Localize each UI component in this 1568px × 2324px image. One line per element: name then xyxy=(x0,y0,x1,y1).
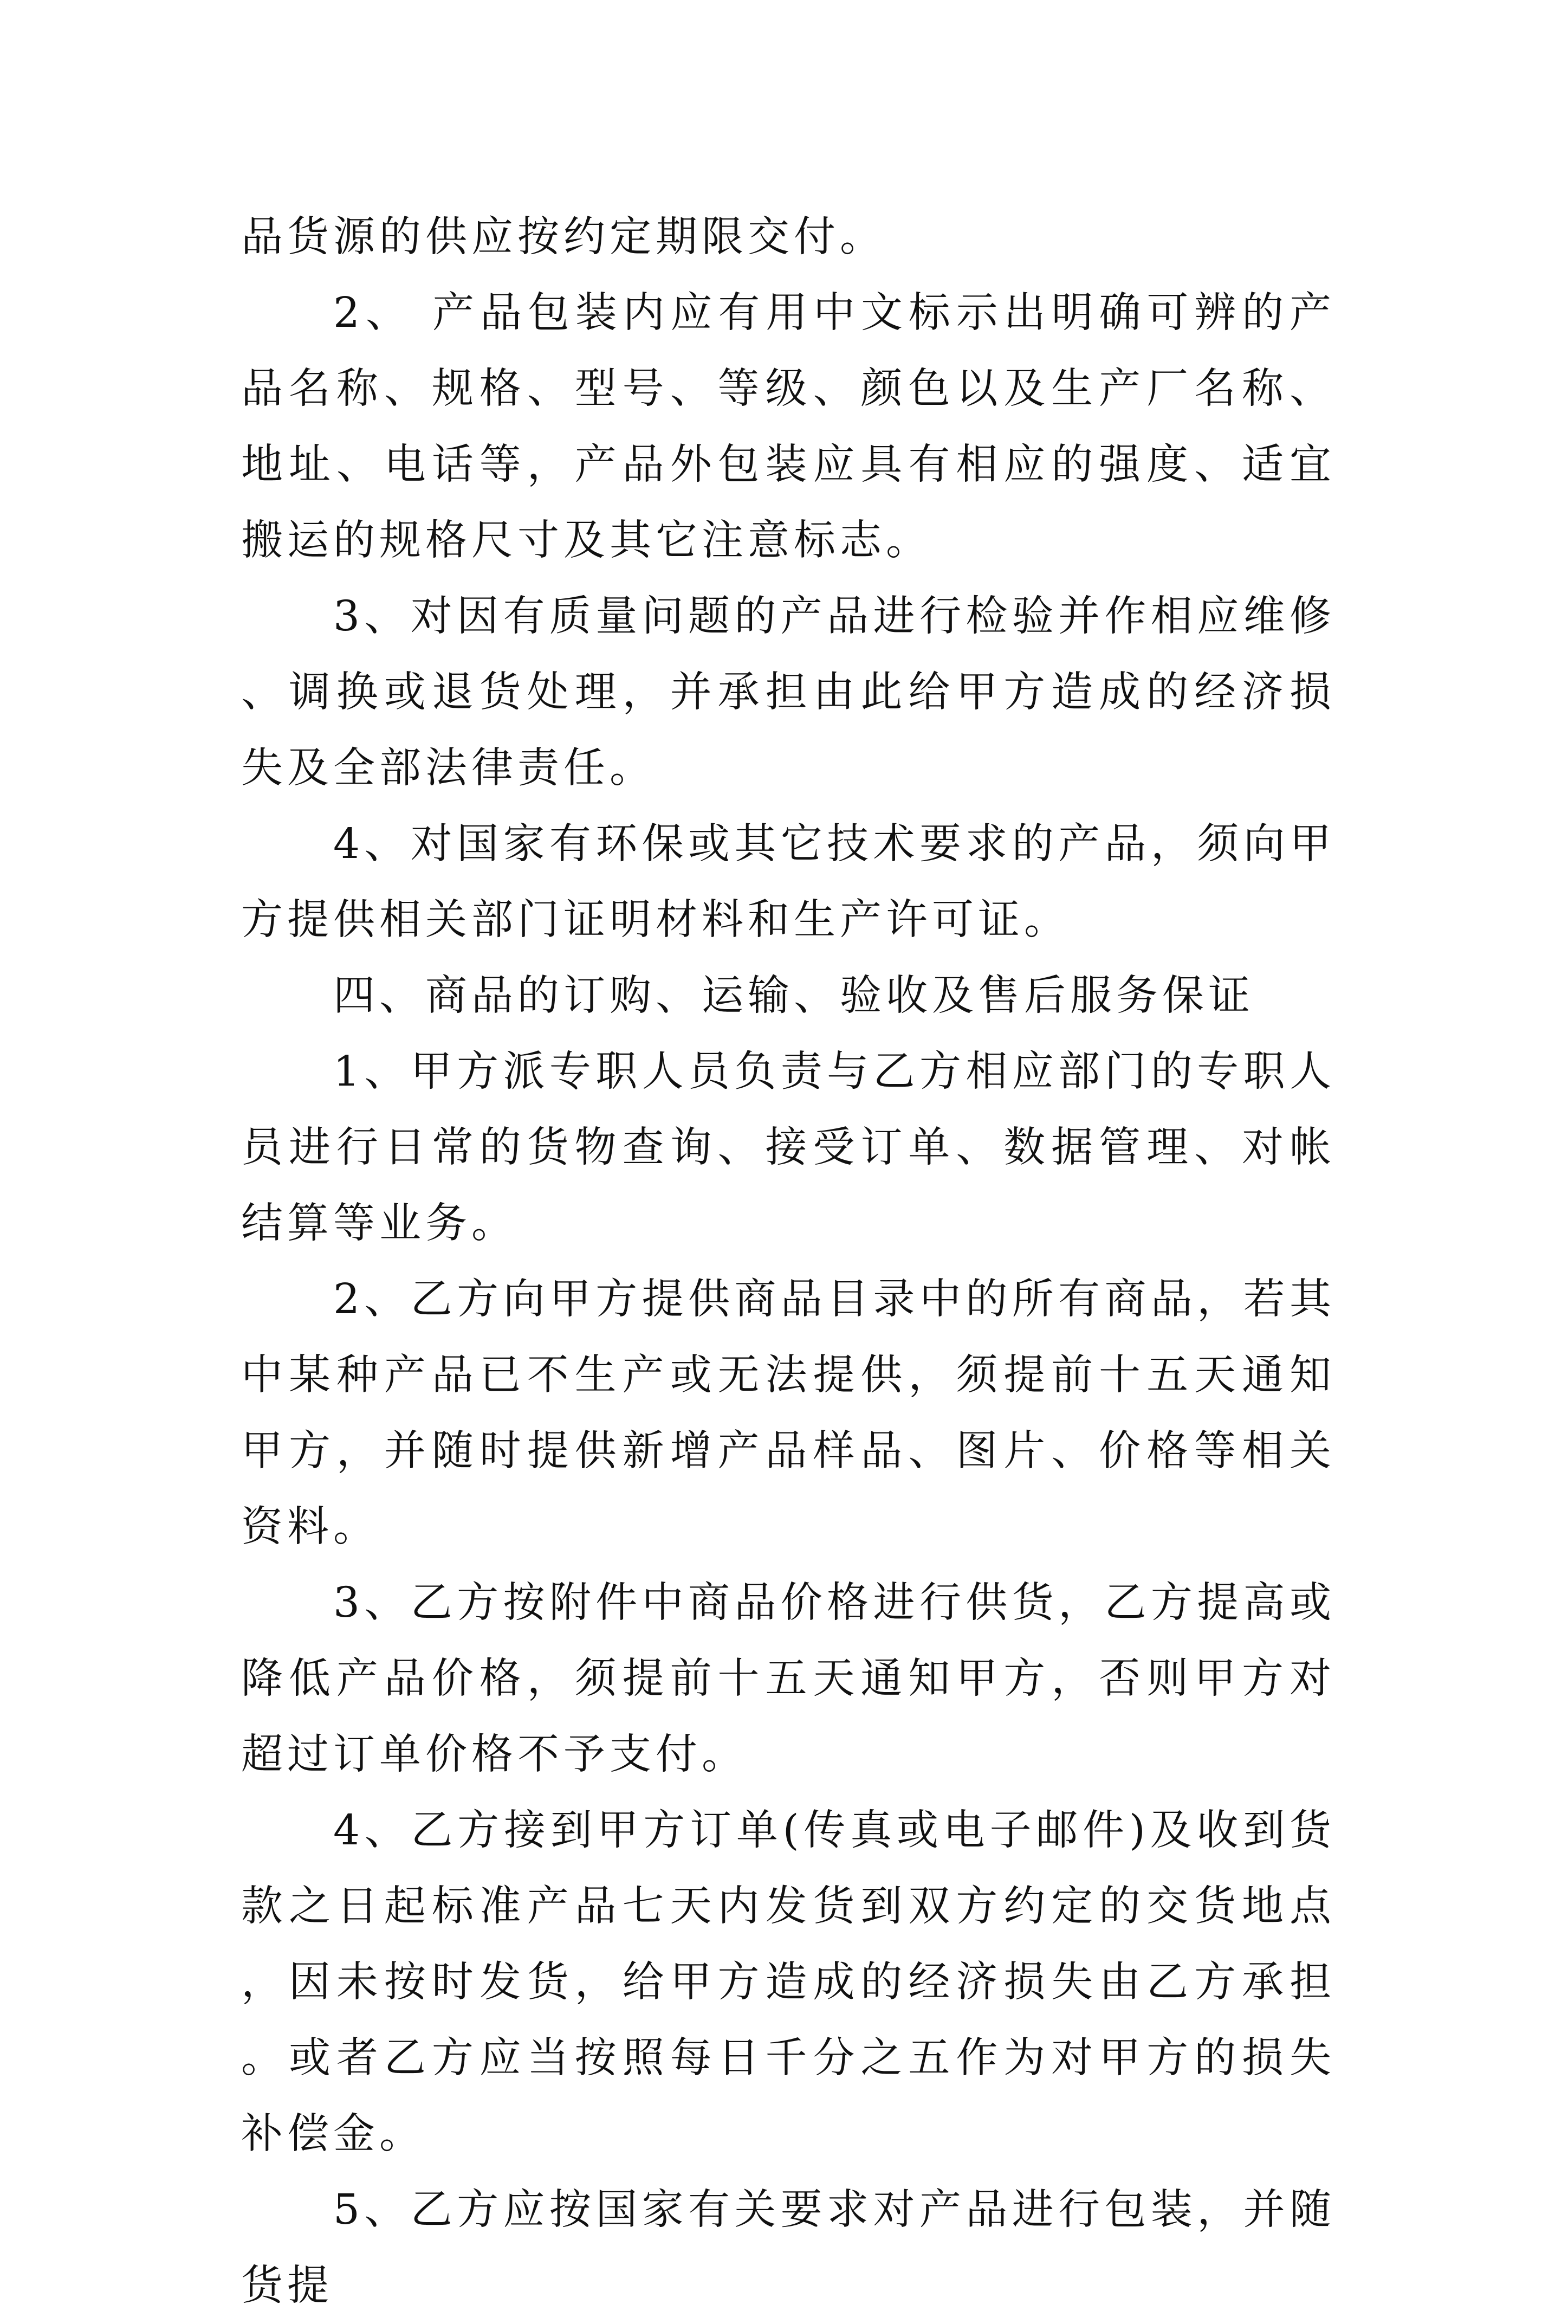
document-body xyxy=(241,199,1336,2324)
paragraph-clause-4-delivery: 4、乙方接到甲方订单(传真或电子邮件)及收到货款之日起标准产品七天内发货到双方约定的交货地点，因未按时发货，给甲方造成的经济损失由乙方承担。或者乙方应当按照每日千分之五作为对甲方的损失补偿金。 xyxy=(241,1806,1336,2158)
paragraph-continuation: 品货源的供应按约定期限交付。 xyxy=(241,213,886,261)
section-heading-ordering: 四、商品的订购、运输、验收及售后服务保证 xyxy=(333,972,1254,1020)
paragraph-clause-5-packaging: 5、乙方应按国家有关要求对产品进行包装，并随货提 xyxy=(241,2186,1336,2310)
paragraph-clause-3-pricing: 3、乙方按附件中商品价格进行供货，乙方提高或降低产品价格，须提前十五天通知甲方，否则甲方对超过订单价格不予支付。 xyxy=(241,1579,1336,1779)
paragraph-clause-4-environmental: 4、对国家有环保或其它技术要求的产品，须向甲方提供相关部门证明材料和生产许可证。 xyxy=(241,820,1336,944)
paragraph-clause-1-staff: 1、甲方派专职人员负责与乙方相应部门的专职人员进行日常的货物查询、接受订单、数据管理、对帐结算等业务。 xyxy=(241,1048,1336,1248)
paragraph-clause-2-catalog: 2、乙方向甲方提供商品目录中的所有商品，若其中某种产品已不生产或无法提供，须提前十五天通知甲方，并随时提供新增产品样品、图片、价格等相关资料。 xyxy=(241,1275,1336,1551)
paragraph-clause-2-packaging: 2、 产品包装内应有用中文标示出明确可辨的产品名称、规格、型号、等级、颜色以及生产厂名称、地址、电话等，产品外包装应具有相应的强度、适宜搬运的规格尺寸及其它注意标志。 xyxy=(241,289,1336,565)
paragraph-clause-3-quality: 3、对因有质量问题的产品进行检验并作相应维修、调换或退货处理，并承担由此给甲方造成的经济损失及全部法律责任。 xyxy=(241,592,1336,792)
